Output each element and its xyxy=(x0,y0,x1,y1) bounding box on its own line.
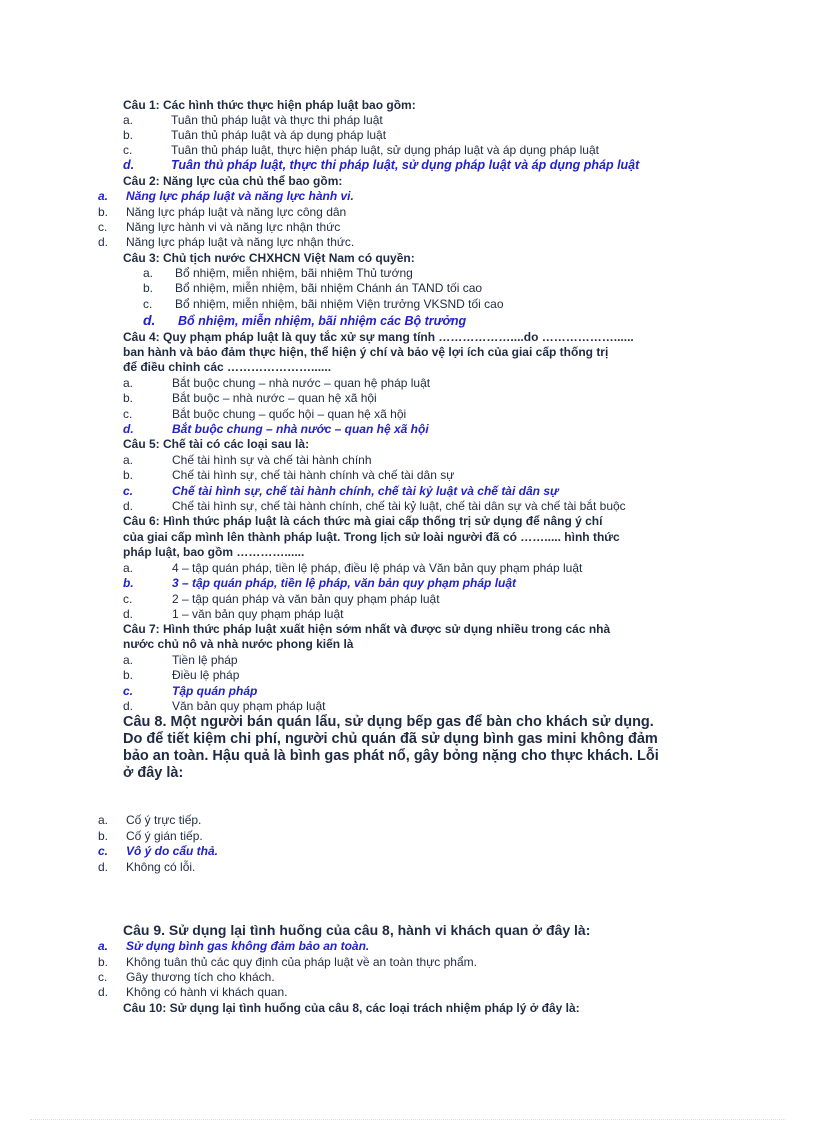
q9-option-b-text: Không tuân thủ các quy định của pháp luật về an toàn thực phẩm. xyxy=(126,955,477,969)
q8-option-d-label: d. xyxy=(98,860,109,874)
q4-title-line-2: ban hành và bảo đảm thực hiện, thể hiện ý chí và bảo vệ lợi ích của giai cấp thống trị xyxy=(123,345,609,359)
q8-option-b-text: Cố ý gián tiếp. xyxy=(126,829,203,843)
q8-option-c-text: Vô ý do cẩu thả. xyxy=(126,844,219,858)
q7-option-c-text: Tập quán pháp xyxy=(172,684,258,698)
q6-option-a-text: 4 – tập quán pháp, tiền lệ pháp, điều lệ pháp và Văn bản quy phạm pháp luật xyxy=(172,561,583,575)
q5-title: Câu 5: Chế tài có các loại sau là: xyxy=(123,437,310,451)
q6-title-line-1: Câu 6: Hình thức pháp luật là cách thức mà giai cấp thống trị sử dụng để nâng ý chí xyxy=(123,514,603,528)
q3-option-b-text: Bổ nhiệm, miễn nhiệm, bãi nhiệm Chánh án TAND tối cao xyxy=(175,281,483,295)
q2-option-a-label: a. xyxy=(98,189,109,203)
q2-option-b-label: b. xyxy=(98,205,109,219)
q9-option-d-label: d. xyxy=(98,985,109,999)
q8-option-c-label: c. xyxy=(98,844,109,858)
q3-option-a-label: a. xyxy=(143,266,154,280)
q2-option-d-label: d. xyxy=(98,235,109,249)
q9-option-c-text: Gây thương tích cho khách. xyxy=(126,970,275,984)
q7-option-a-label: a. xyxy=(123,653,134,667)
q3-option-c-label: c. xyxy=(143,297,153,311)
q1-option-c-label: c. xyxy=(123,143,133,157)
q7-option-b-text: Điều lệ pháp xyxy=(172,668,240,682)
q2-option-d-text: Năng lực pháp luật và năng lực nhận thức. xyxy=(126,235,355,249)
q3-option-d-text: Bổ nhiệm, miễn nhiệm, bãi nhiệm các Bộ trưởng xyxy=(178,314,467,328)
q2-option-a-text: Năng lực pháp luật và năng lực hành vi. xyxy=(126,189,354,203)
q6-title-line-2: của giai cấp mình lên thành pháp luật. Trong lịch sử loài người đã có ……..... hình thức xyxy=(123,530,620,544)
q9-option-d-text: Không có hành vi khách quan. xyxy=(126,985,288,999)
q8-option-b-label: b. xyxy=(98,829,109,843)
q8-title-line-4: ở đây là: xyxy=(123,765,184,781)
q4-option-a-text: Bắt buộc chung – nhà nước – quan hệ pháp luật xyxy=(172,376,431,390)
q7-option-a-text: Tiền lệ pháp xyxy=(172,653,238,667)
q2-option-c-label: c. xyxy=(98,220,108,234)
q5-option-b-label: b. xyxy=(123,468,134,482)
q1-option-b-label: b. xyxy=(123,128,134,142)
q6-option-c-label: c. xyxy=(123,592,133,606)
q9-option-c-label: c. xyxy=(98,970,108,984)
q1-title: Câu 1: Các hình thức thực hiện pháp luật bao gồm: xyxy=(123,98,416,112)
q1-option-a-label: a. xyxy=(123,113,134,127)
q1-option-d-text: Tuân thủ pháp luật, thực thi pháp luật, sử dụng pháp luật và áp dụng pháp luật xyxy=(171,158,640,172)
q7-title-line-1: Câu 7: Hình thức pháp luật xuất hiện sớm nhất và được sử dụng nhiều trong các nhà xyxy=(123,622,611,636)
q6-option-c-text: 2 – tập quán pháp và văn bản quy phạm pháp luật xyxy=(172,592,440,606)
q4-option-d-label: d. xyxy=(123,422,134,436)
q4-title-line-1: Câu 4: Quy phạm pháp luật là quy tắc xử sự mang tính ………………....do ………………...... xyxy=(123,330,634,344)
q9-title: Câu 9. Sử dụng lại tình huống của câu 8, hành vi khách quan ở đây là: xyxy=(123,922,591,938)
q7-option-d-label: d. xyxy=(123,699,134,713)
q5-option-d-text: Chế tài hình sự, chế tài hành chính, chế tài kỷ luật, chế tài dân sự và chế tài bắt buộc xyxy=(172,499,626,513)
q5-option-d-label: d. xyxy=(123,499,134,513)
q5-option-b-text: Chế tài hình sự, chế tài hành chính và chế tài dân sự xyxy=(172,468,455,482)
q1-option-d-label: d. xyxy=(123,158,135,172)
q7-title-line-2: nước chủ nô và nhà nước phong kiến là xyxy=(123,637,354,651)
q8-title-line-2: Do để tiết kiệm chi phí, người chủ quán đã sử dụng bình gas mini không đảm xyxy=(123,731,658,747)
q8-option-d-text: Không có lỗi. xyxy=(126,860,196,874)
q2-option-b-text: Năng lực pháp luật và năng lực công dân xyxy=(126,205,347,219)
q5-option-c-label: c. xyxy=(123,484,134,498)
q4-option-c-label: c. xyxy=(123,407,133,421)
q1-option-b-text: Tuân thủ pháp luật và áp dụng pháp luật xyxy=(171,128,387,142)
q6-option-d-label: d. xyxy=(123,607,134,621)
q1-option-c-text: Tuân thủ pháp luật, thực hiện pháp luật, sử dụng pháp luật và áp dụng pháp luật xyxy=(171,143,599,157)
q4-option-b-text: Bắt buộc – nhà nước – quan hệ xã hội xyxy=(172,391,377,405)
q3-title: Câu 3: Chủ tịch nước CHXHCN Việt Nam có quyền: xyxy=(123,251,415,265)
q5-option-a-text: Chế tài hình sự và chế tài hành chính xyxy=(172,453,372,467)
q3-option-d-label: d. xyxy=(143,312,156,328)
q9-option-a-label: a. xyxy=(98,939,109,953)
q4-title-line-3: để điều chỉnh các …………………...... xyxy=(123,360,332,374)
q4-option-c-text: Bắt buộc chung – quốc hội – quan hệ xã hội xyxy=(172,407,407,421)
q3-option-b-label: b. xyxy=(143,281,154,295)
q8-option-a-label: a. xyxy=(98,813,109,827)
q5-option-c-text: Chế tài hình sự, chế tài hành chính, chế tài kỷ luật và chế tài dân sự xyxy=(172,484,559,498)
q3-option-a-text: Bổ nhiệm, miễn nhiệm, bãi nhiệm Thủ tướng xyxy=(175,266,413,280)
q7-option-c-label: c. xyxy=(123,684,134,698)
q6-option-a-label: a. xyxy=(123,561,134,575)
q8-title-line-1: Câu 8. Một người bán quán lẩu, sử dụng bếp gas để bàn cho khách sử dụng. xyxy=(123,714,654,730)
q10-title: Câu 10: Sử dụng lại tình huống của câu 8, các loại trách nhiệm pháp lý ở đây là: xyxy=(123,1001,580,1015)
q6-title-line-3: pháp luật, bao gồm …………...... xyxy=(123,545,305,559)
q6-option-b-text: 3 – tập quán pháp, tiền lệ pháp, văn bản quy phạm pháp luật xyxy=(172,576,517,590)
q1-option-a-text: Tuân thủ pháp luật và thực thi pháp luật xyxy=(171,113,383,127)
q4-option-a-label: a. xyxy=(123,376,134,390)
page-bottom-divider xyxy=(30,1119,786,1120)
q9-option-a-text: Sử dụng bình gas không đảm bảo an toàn. xyxy=(126,939,370,953)
q3-option-c-text: Bổ nhiệm, miễn nhiệm, bãi nhiệm Viện trưởng VKSND tối cao xyxy=(175,297,504,311)
q2-title: Câu 2: Năng lực của chủ thể bao gồm: xyxy=(123,174,343,188)
q2-option-c-text: Năng lực hành vi và năng lực nhận thức xyxy=(126,220,341,234)
q8-option-a-text: Cố ý trực tiếp. xyxy=(126,813,202,827)
q6-option-d-text: 1 – văn bản quy phạm pháp luật xyxy=(172,607,344,621)
q4-option-d-text: Bắt buộc chung – nhà nước – quan hệ xã hội xyxy=(172,422,429,436)
q5-option-a-label: a. xyxy=(123,453,134,467)
q7-option-d-text: Văn bản quy phạm pháp luật xyxy=(172,699,326,713)
q6-option-b-label: b. xyxy=(123,576,134,590)
q4-option-b-label: b. xyxy=(123,391,134,405)
q8-title-line-3: bảo an toàn. Hậu quả là bình gas phát nổ, gây bỏng nặng cho thực khách. Lỗi xyxy=(123,748,659,764)
q9-option-b-label: b. xyxy=(98,955,109,969)
q7-option-b-label: b. xyxy=(123,668,134,682)
